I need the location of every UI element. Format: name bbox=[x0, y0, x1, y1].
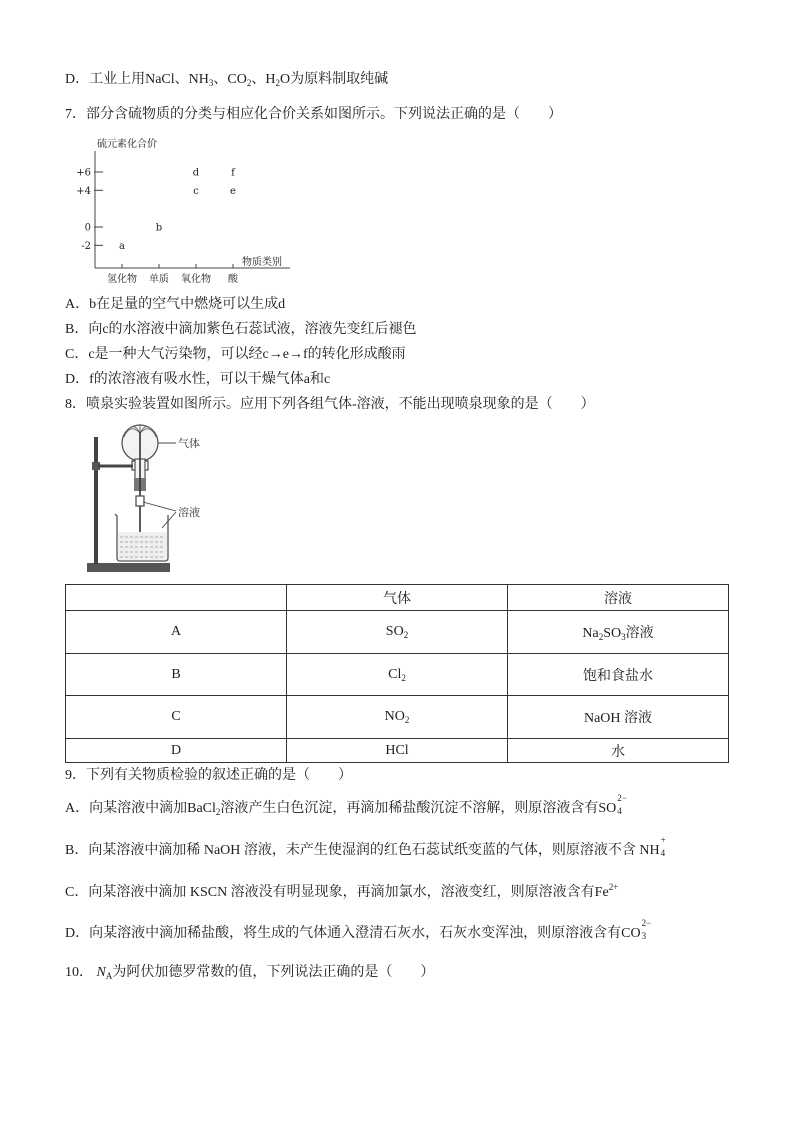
q9-option-d bbox=[65, 918, 654, 944]
solution-cell: 水 bbox=[508, 739, 729, 763]
ion-charge bbox=[641, 918, 654, 941]
q9-option-a bbox=[65, 793, 629, 819]
subscript: 3 bbox=[641, 931, 647, 941]
table-header-empty bbox=[66, 585, 287, 611]
table-header-row bbox=[66, 585, 729, 611]
y-tick-label: -2 bbox=[81, 240, 91, 252]
gas-cell bbox=[287, 654, 508, 696]
y-tick-label: 0 bbox=[84, 222, 91, 234]
row-label: C bbox=[66, 696, 287, 739]
y-axis-label: 硫元素化合价 bbox=[97, 139, 157, 150]
option-text: A．向某溶液中滴加BaCl bbox=[65, 801, 216, 816]
solution-text: 溶液 bbox=[625, 626, 654, 641]
q7-option-d: D．f的浓溶液有吸水性，可以干燥气体a和c bbox=[65, 372, 331, 387]
q10-text: 为阿伏加德罗常数的值，下列说法正确的是（ ） bbox=[112, 965, 435, 980]
ion-charge bbox=[660, 835, 673, 858]
option-text: D．向某溶液中滴加稀盐酸，将生成的气体通入澄清石灰水，石灰水变浑浊，则原溶液含有CO bbox=[65, 926, 641, 941]
solution-leader-line bbox=[162, 512, 176, 528]
data-point-e: e bbox=[230, 185, 236, 197]
gas-label: 气体 bbox=[178, 437, 200, 450]
stand-base bbox=[87, 563, 170, 572]
q9-stem: 9．下列有关物质检验的叙述正确的是（ ） bbox=[65, 768, 352, 783]
subscript: 3 bbox=[208, 78, 214, 88]
solution-label: 溶液 bbox=[178, 506, 200, 519]
formula-text: Na bbox=[582, 626, 599, 641]
row-label: A bbox=[66, 611, 287, 654]
gas-cell: HCl bbox=[287, 739, 508, 763]
ion-charge bbox=[616, 793, 629, 816]
solution-cell bbox=[508, 611, 729, 654]
formula-text: SO bbox=[603, 626, 622, 641]
table-row bbox=[66, 696, 729, 739]
q6-option-d bbox=[65, 70, 388, 90]
x-tick-label: 氧化物 bbox=[181, 274, 211, 285]
fountain-apparatus-figure bbox=[80, 420, 215, 578]
pinch-clamp bbox=[136, 496, 144, 506]
formula-text: NO bbox=[384, 709, 405, 724]
row-label: D bbox=[66, 739, 287, 763]
table-header-gas: 气体 bbox=[287, 585, 508, 611]
sulfur-valence-chart bbox=[76, 135, 300, 290]
q7-option-a: A．b在足量的空气中燃烧可以生成d bbox=[65, 297, 286, 312]
question-number: 10． bbox=[65, 965, 93, 980]
x-axis-label: 物质类别 bbox=[242, 257, 282, 268]
subscript: 2 bbox=[246, 78, 252, 88]
solution-leader-line bbox=[143, 502, 176, 511]
formula-text: SO bbox=[385, 624, 404, 639]
x-tick-label: 氢化物 bbox=[107, 274, 137, 285]
table-row bbox=[66, 611, 729, 654]
subscript: 2 bbox=[598, 632, 604, 642]
data-point-f: f bbox=[231, 167, 235, 179]
q10-stem bbox=[65, 963, 434, 983]
table-row bbox=[66, 654, 729, 696]
gas-cell bbox=[287, 696, 508, 739]
q6-option-d-text: 、CO bbox=[213, 72, 247, 87]
q8-stem: 8．喷泉实验装置如图所示。应用下列各组气体-溶液，不能出现喷泉现象的是（ ） bbox=[65, 397, 595, 412]
x-tick-label: 单质 bbox=[149, 274, 169, 285]
subscript: 2 bbox=[404, 715, 410, 725]
avogadro-symbol: N bbox=[96, 965, 106, 980]
subscript: 4 bbox=[660, 848, 666, 858]
option-text: B．向某溶液中滴加稀 NaOH 溶液，未产生使湿润的红色石蕊试纸变蓝的气体，则原溶液不含 NH bbox=[65, 843, 660, 858]
subscript: 3 bbox=[621, 632, 626, 642]
superscript: 2− bbox=[617, 793, 627, 803]
q7-option-c: C．c是一种大气污染物，可以经c→e→f的转化形成酸雨 bbox=[65, 347, 406, 362]
formula-text: Cl bbox=[388, 666, 402, 682]
y-tick-label: +6 bbox=[76, 167, 91, 179]
q6-option-d-text: D．工业上用NaCl、NH bbox=[65, 72, 209, 87]
data-point-b: b bbox=[155, 222, 163, 234]
data-point-c: c bbox=[193, 185, 199, 197]
subscript: 2 bbox=[401, 672, 406, 683]
data-point-a: a bbox=[119, 240, 125, 252]
option-text: 溶液产生白色沉淀，再滴加稀盐酸沉淀不溶解，则原溶液含有SO bbox=[220, 801, 617, 816]
option-text: C．向某溶液中滴加 KSCN 溶液没有明显现象，再滴加氯水，溶液变红，则原溶液含有Fe bbox=[65, 885, 609, 900]
q9-option-c bbox=[65, 883, 618, 903]
row-label: B bbox=[66, 654, 287, 696]
solution-cell: 饱和食盐水 bbox=[508, 654, 729, 696]
subscript: 2 bbox=[275, 78, 280, 88]
q7-stem: 7．部分含硫物质的分类与相应化合价关系如图所示。下列说法正确的是（ ） bbox=[65, 107, 562, 122]
table-header-solution: 溶液 bbox=[508, 585, 729, 611]
subscript: 2 bbox=[403, 630, 409, 640]
gas-solution-table bbox=[65, 584, 729, 763]
superscript: + bbox=[660, 835, 666, 845]
table-row bbox=[66, 739, 729, 763]
q7-option-b: B．向c的水溶液中滴加紫色石蕊试液，溶液先变红后褪色 bbox=[65, 322, 417, 337]
data-point-d: d bbox=[192, 167, 200, 179]
x-tick-label: 酸 bbox=[228, 274, 238, 285]
q6-option-d-text: 、H bbox=[251, 72, 276, 87]
stand-rod bbox=[94, 437, 98, 564]
subscript: 4 bbox=[617, 806, 622, 816]
solution-cell: NaOH 溶液 bbox=[508, 696, 729, 739]
subscript: A bbox=[105, 971, 113, 981]
q9-option-b bbox=[65, 835, 673, 861]
superscript: 2− bbox=[641, 918, 652, 928]
gas-cell bbox=[287, 611, 508, 654]
q6-option-d-text: O为原料制取纯碱 bbox=[279, 72, 389, 87]
y-tick-label: +4 bbox=[76, 185, 91, 197]
superscript: 2+ bbox=[608, 882, 619, 892]
subscript: 2 bbox=[215, 807, 221, 817]
beaker-liquid bbox=[118, 532, 167, 560]
